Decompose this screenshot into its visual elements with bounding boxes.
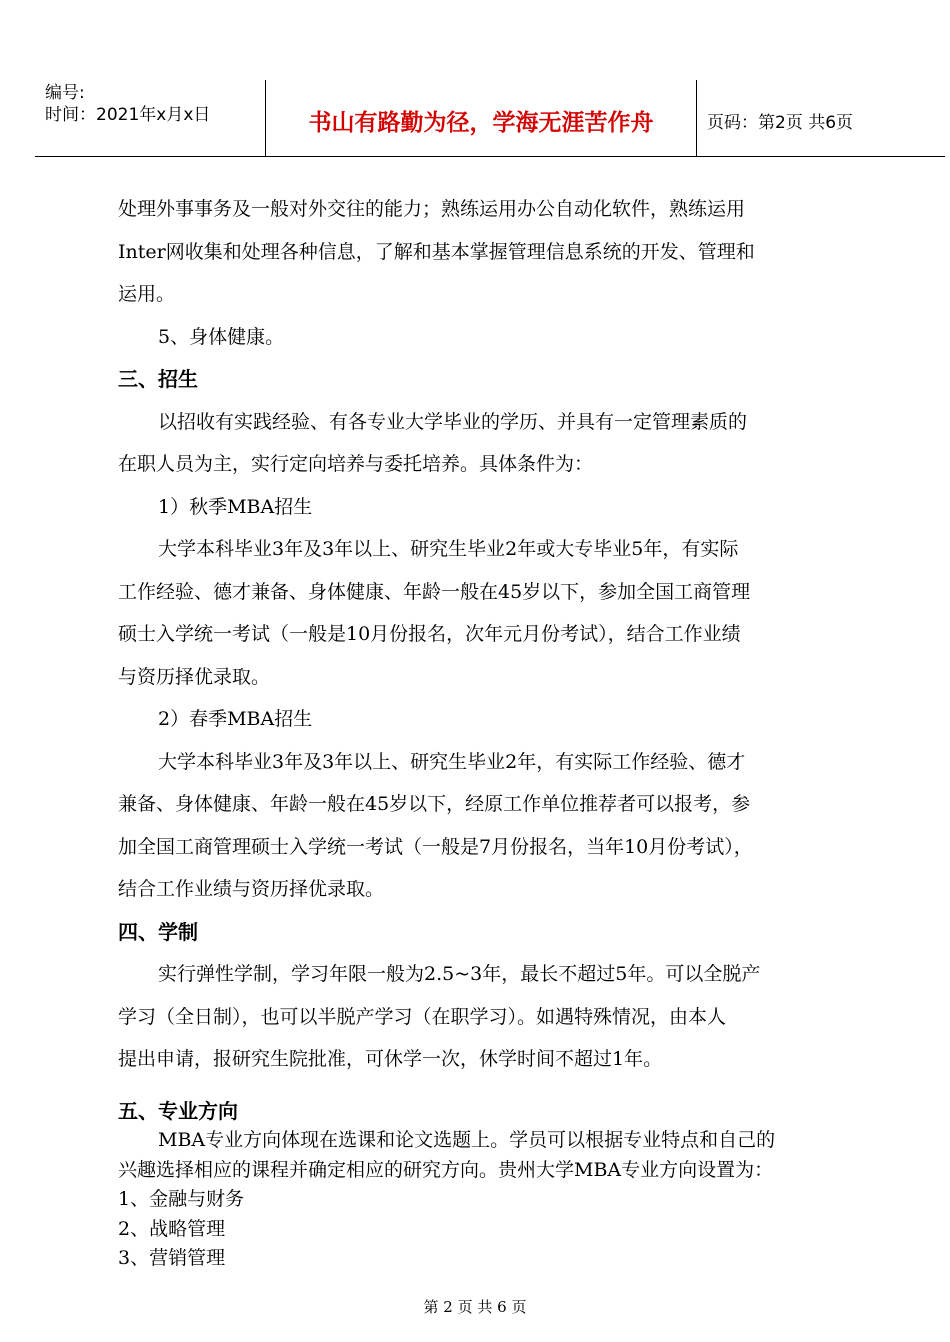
paragraph-line: 兴趣选择相应的课程并确定相应的研究方向。贵州大学MBA专业方向设置为： (118, 1158, 774, 1181)
section-specializations (118, 1096, 878, 1274)
paragraph-line: 加全国工商管理硕士入学统一考试（一般是7月份报名，当年10月份考试）， (118, 835, 753, 858)
requirement-item-5: 5、身体健康。 (158, 325, 285, 348)
paragraph-line: Inter网收集和处理各种信息，了解和基本掌握管理信息系统的开发、管理和 (118, 240, 755, 263)
header-meta (45, 82, 210, 126)
section-heading-program-length: 四、学制 (118, 919, 198, 944)
list-item: 1、金融与财务 (118, 1188, 245, 1210)
page-header (35, 80, 945, 156)
header-rule (35, 156, 945, 157)
list-item: 2、战略管理 (118, 1217, 226, 1240)
header-page-label: 页码：第2页 共6页 (707, 113, 854, 133)
header-divider (696, 80, 697, 156)
header-motto: 书山有路勤为径，学海无涯苦作舟 (308, 110, 654, 136)
section-heading-admission: 三、招生 (118, 367, 198, 391)
header-divider (265, 80, 266, 156)
document-body (118, 188, 868, 1081)
paragraph-line: 工作经验、德才兼备、身体健康、年龄一般在45岁以下，参加全国工商管理 (118, 580, 751, 603)
paragraph-line: 实行弹性学制，学习年限一般为2.5~3年，最长不超过5年。可以全脱产 (158, 963, 761, 985)
paragraph-line: 硕士入学统一考试（一般是10月份报名，次年元月份考试），结合工作业绩 (118, 623, 741, 645)
paragraph-line: 运用。 (118, 283, 176, 305)
subheading-spring-admission: 2）春季MBA招生 (158, 708, 313, 730)
paragraph-line: 提出申请，报研究生院批准，可休学一次，休学时间不超过1年。 (118, 1048, 663, 1070)
paragraph-line: 以招收有实践经验、有各专业大学毕业的学历、并具有一定管理素质的 (158, 410, 748, 433)
section-heading-specializations: 五、专业方向 (118, 1099, 238, 1123)
paragraph-line: 大学本科毕业3年及3年以上、研究生毕业2年，有实际工作经验、德才 (158, 750, 746, 773)
page-footer: 第 2 页 共 6 页 (423, 1298, 527, 1316)
paragraph-line: 在职人员为主，实行定向培养与委托培养。具体条件为： (118, 453, 594, 475)
paragraph-line: 学习（全日制），也可以半脱产学习（在职学习）。如遇特殊情况，由本人 (118, 1005, 727, 1028)
paragraph-line: MBA专业方向体现在选课和论文选题上。学员可以根据专业特点和自己的 (158, 1129, 776, 1151)
paragraph-line: 兼备、身体健康、年龄一般在45岁以下，经原工作单位推荐者可以报考，参 (118, 793, 751, 815)
paragraph-line: 与资历择优录取。 (118, 665, 271, 688)
subheading-autumn-admission: 1）秋季MBA招生 (158, 495, 313, 518)
paragraph-line: 结合工作业绩与资历择优录取。 (118, 878, 385, 900)
paragraph-line: 处理外事事务及一般对外交往的能力；熟练运用办公自动化软件，熟练运用 (118, 198, 746, 220)
document-time-label: 时间：2021年x月x日 (45, 105, 211, 125)
paragraph-line: 大学本科毕业3年及3年以上、研究生毕业2年或大专毕业5年，有实际 (158, 538, 739, 560)
list-item: 3、营销管理 (118, 1247, 226, 1269)
document-number-label: 编号: (45, 83, 85, 103)
